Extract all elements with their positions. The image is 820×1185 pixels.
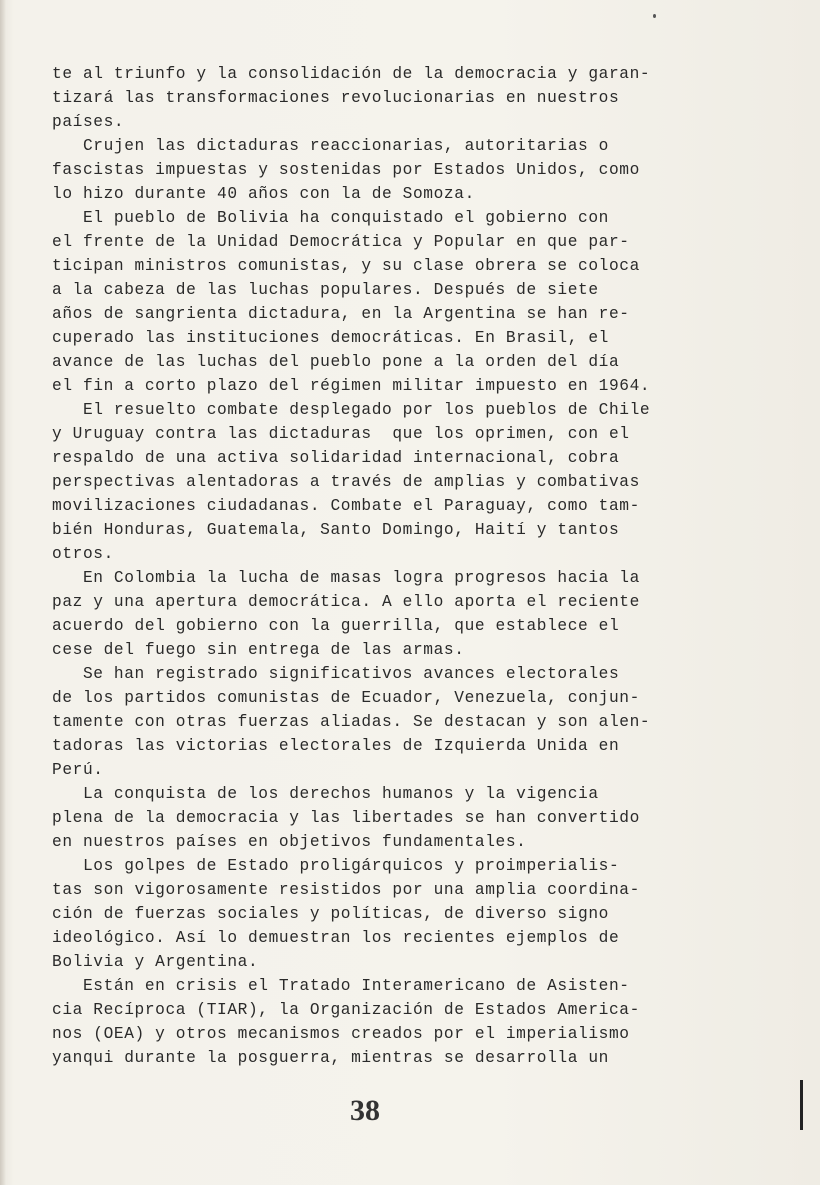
text-line: plena de la democracia y las libertades se han convertido — [52, 809, 640, 827]
text-line: Se han registrado significativos avances electorales — [52, 665, 620, 683]
text-line: Perú. — [52, 761, 104, 779]
text-line: países. — [52, 113, 125, 131]
text-line: en nuestros países en objetivos fundamentales. — [52, 833, 527, 851]
text-line: acuerdo del gobierno con la guerrilla, que establece el — [52, 617, 620, 635]
text-line: fascistas impuestas y sostenidas por Estados Unidos, como — [52, 161, 640, 179]
text-line: otros. — [52, 545, 114, 563]
text-line: cuperado las instituciones democráticas. En Brasil, el — [52, 329, 609, 347]
text-line: El resuelto combate desplegado por los pueblos de Chile — [52, 401, 651, 419]
text-line: Bolivia y Argentina. — [52, 953, 259, 971]
text-line: te al triunfo y la consolidación de la democracia y garan- — [52, 65, 651, 83]
text-line: ideológico. Así lo demuestran los recientes ejemplos de — [52, 929, 620, 947]
text-line: El pueblo de Bolivia ha conquistado el gobierno con — [52, 209, 609, 227]
text-line: nos (OEA) y otros mecanismos creados por el imperialismo — [52, 1025, 630, 1043]
text-line: tadoras las victorias electorales de Izquierda Unida en — [52, 737, 620, 755]
text-line: tizará las transformaciones revolucionarias en nuestros — [52, 89, 620, 107]
text-line: Los golpes de Estado proligárquicos y proimperialis- — [52, 857, 620, 875]
text-line: paz y una apertura democrática. A ello aporta el reciente — [52, 593, 640, 611]
text-line: tas son vigorosamente resistidos por una amplia coordina- — [52, 881, 640, 899]
text-line: La conquista de los derechos humanos y la vigencia — [52, 785, 599, 803]
text-line: movilizaciones ciudadanas. Combate el Paraguay, como tam- — [52, 497, 640, 515]
body-text — [52, 62, 752, 1070]
text-line: cia Recíproca (TIAR), la Organización de Estados America- — [52, 1001, 640, 1019]
text-line: Crujen las dictaduras reaccionarias, autoritarias o — [52, 137, 609, 155]
text-line: tamente con otras fuerzas aliadas. Se destacan y son alen- — [52, 713, 651, 731]
text-line: años de sangrienta dictadura, en la Argentina se han re- — [52, 305, 630, 323]
speck-mark — [653, 14, 656, 18]
text-line: perspectivas alentadoras a través de amplias y combativas — [52, 473, 640, 491]
text-line: respaldo de una activa solidaridad internacional, cobra — [52, 449, 620, 467]
text-line: lo hizo durante 40 años con la de Somoza. — [52, 185, 475, 203]
text-line: bién Honduras, Guatemala, Santo Domingo, Haití y tantos — [52, 521, 620, 539]
text-line: Están en crisis el Tratado Interamericano de Asisten- — [52, 977, 630, 995]
text-line: y Uruguay contra las dictaduras que los oprimen, con el — [52, 425, 630, 443]
text-line: yanqui durante la posguerra, mientras se desarrolla un — [52, 1049, 609, 1067]
text-line: avance de las luchas del pueblo pone a la orden del día — [52, 353, 620, 371]
text-line: cese del fuego sin entrega de las armas. — [52, 641, 465, 659]
page-number: 38 — [350, 1094, 380, 1127]
text-line: En Colombia la lucha de masas logra progresos hacia la — [52, 569, 640, 587]
text-line: el fin a corto plazo del régimen militar impuesto en 1964. — [52, 377, 651, 395]
page-edge-shadow — [0, 0, 6, 1185]
text-line: ción de fuerzas sociales y políticas, de diverso signo — [52, 905, 609, 923]
text-line: el frente de la Unidad Democrática y Popular en que par- — [52, 233, 630, 251]
text-line: de los partidos comunistas de Ecuador, Venezuela, conjun- — [52, 689, 640, 707]
text-line: ticipan ministros comunistas, y su clase obrera se coloca — [52, 257, 640, 275]
text-line: a la cabeza de las luchas populares. Después de siete — [52, 281, 599, 299]
margin-mark — [800, 1080, 803, 1130]
